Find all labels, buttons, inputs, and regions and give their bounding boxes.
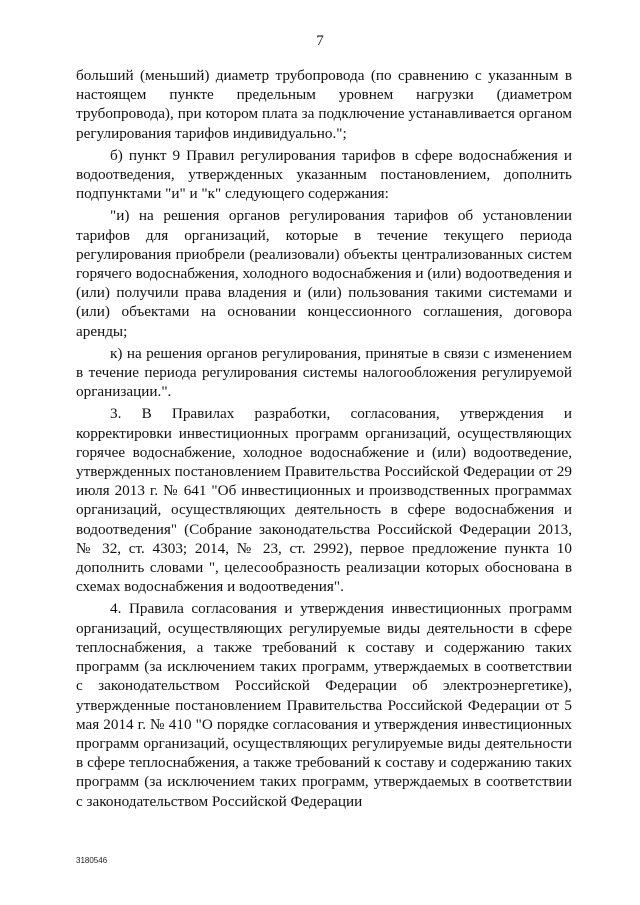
paragraph-subitem-i: "и) на решения органов регулирования тарифов об установлении тарифов для организаций, которые в течение текущего периода регулирования приобрели (реализовали) объекты централизованных систем горячего водоснабжения, холодного водоснабжения и (или) водоотведения и (или) получили права владения и (или) пользования такими системами и (или) объектами на основании концессионного соглашения, договора аренды; bbox=[76, 207, 572, 340]
paragraph-item-3: 3. В Правилах разработки, согласования, утверждения и корректировки инвестиционных программ организаций, осуществляющих горячее водоснабжение, холодное водоснабжение и (или) водоотведение, утвержденных постановлением Правительства Российской Федерации от 29 июля 2013 г. № 641 "Об инвестиционных и производственных программах организаций, осуществляющих деятельность в сфере водоснабжения и водоотведения" (Собрание законодательства Российской Федерации 2013, № 32, ст. 4303; 2014, № 23, ст. 2992), первое предложение пункта 10 дополнить словами ", целесообразность реализации которых обоснована в схемах водоснабжения и водоотведения". bbox=[76, 405, 572, 596]
document-body bbox=[76, 66, 572, 811]
document-code: 3180546 bbox=[76, 856, 108, 865]
paragraph-continuation: больший (меньший) диаметр трубопровода (по сравнению с указанным в настоящем пункте предельным уровнем нагрузки (диаметром трубопровода), при котором плата за подключение устанавливается органом регулирования тарифов индивидуально."; bbox=[76, 67, 572, 142]
paragraph-item-4: 4. Правила согласования и утверждения инвестиционных программ организаций, осуществляющих регулируемые виды деятельности в сфере теплоснабжения, а также требований к составу и содержанию таких программ (за исключением таких программ, утверждаемых в соответствии с законодательством Российской Федерации об электроэнергетике), утвержденные постановлением Правительства Российской Федерации от 5 мая 2014 г. № 410 "О порядке согласования и утверждения инвестиционных программ организаций, осуществляющих регулируемые виды деятельности в сфере теплоснабжения, а также требований к составу и содержанию таких программ (за исключением таких программ, утверждаемых в соответствии с законодательством Российской Федерации bbox=[76, 600, 572, 810]
paragraph-item-b: б) пункт 9 Правил регулирования тарифов в сфере водоснабжения и водоотведения, утвержденных указанным постановлением, дополнить подпунктами "и" и "к" следующего содержания: bbox=[76, 146, 572, 203]
page-number: 7 bbox=[316, 33, 324, 49]
paragraph-subitem-k: к) на решения органов регулирования, принятые в связи с изменением в течение периода регулирования системы налогообложения регулируемой организации.". bbox=[76, 344, 572, 401]
